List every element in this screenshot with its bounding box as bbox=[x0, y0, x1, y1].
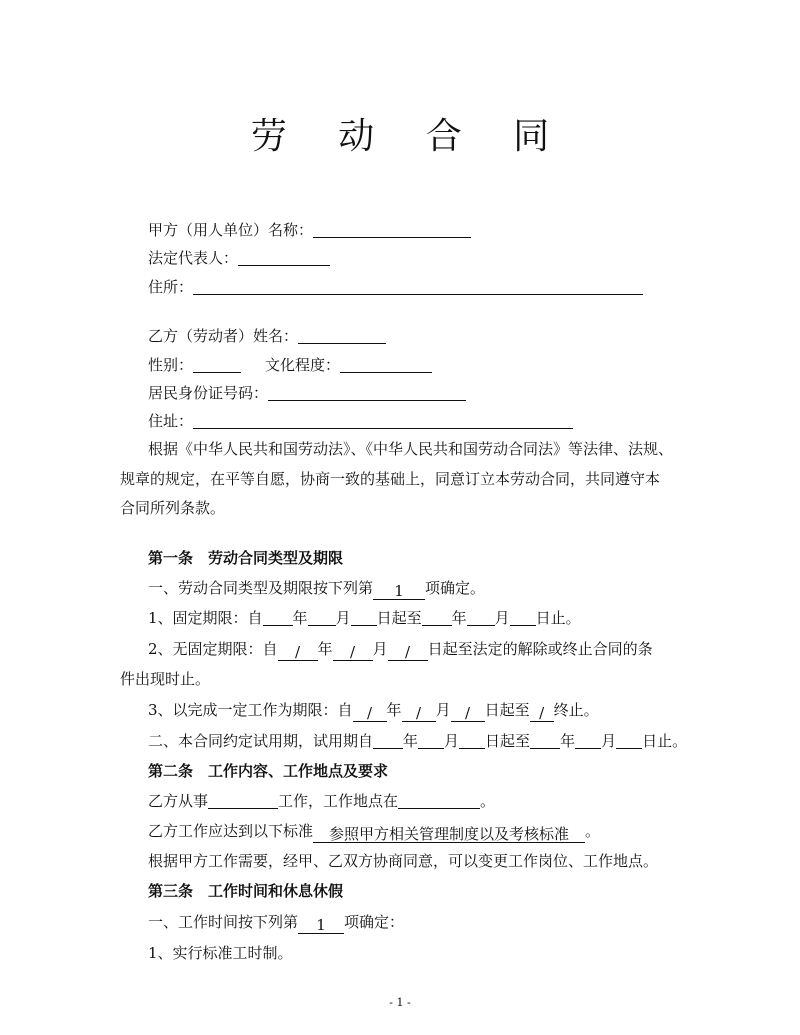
fixed-term-prefix: 1、固定期限：自 bbox=[148, 609, 263, 627]
probation-end-year-field[interactable] bbox=[530, 732, 560, 749]
party-a-rep-label: 法定代表人： bbox=[148, 249, 239, 267]
standard-period: 。 bbox=[585, 822, 601, 840]
task-term-prefix: 3、以完成一定工作为期限：自 bbox=[148, 701, 353, 719]
task-start-year-field[interactable]: / bbox=[353, 705, 387, 722]
open-term-suffix: 日起至法定的解除或终止合同的条 bbox=[427, 640, 653, 658]
standard-prefix: 乙方工作应达到以下标准 bbox=[148, 822, 314, 840]
contract-title: 劳 动 合 同 bbox=[250, 116, 570, 157]
probation-start-day-field[interactable] bbox=[459, 732, 485, 749]
fixed-end-label: 日止。 bbox=[535, 609, 581, 627]
probation-end-month-label: 月 bbox=[601, 732, 617, 750]
fixed-start-year-field[interactable] bbox=[263, 609, 293, 626]
job-title-field[interactable] bbox=[208, 792, 278, 809]
task-month-label: 月 bbox=[435, 701, 451, 719]
party-b-gender-label: 性别： bbox=[148, 356, 194, 374]
open-term-cont: 件出现时止。 bbox=[120, 670, 211, 688]
task-start-month-field[interactable]: / bbox=[402, 705, 436, 722]
party-b-name-label: 乙方（劳动者）姓名： bbox=[148, 327, 299, 345]
fixed-term-row bbox=[148, 608, 581, 628]
article-1-item-1-prefix: 一、劳动合同类型及期限按下列第 bbox=[148, 579, 374, 597]
probation-end-day-field[interactable] bbox=[616, 732, 642, 749]
job-prefix: 乙方从事 bbox=[148, 792, 209, 810]
task-year-label: 年 bbox=[386, 701, 402, 719]
fixed-end-year-label: 年 bbox=[451, 609, 467, 627]
fixed-start-month-label: 月 bbox=[335, 609, 351, 627]
job-row bbox=[148, 791, 495, 811]
fixed-start-month-field[interactable] bbox=[308, 609, 336, 626]
party-a-name-field[interactable] bbox=[313, 221, 471, 238]
party-b-address-field[interactable] bbox=[193, 412, 573, 429]
party-b-id-field[interactable] bbox=[268, 384, 466, 401]
task-end-field[interactable]: / bbox=[530, 705, 554, 722]
party-b-address-label: 住址： bbox=[148, 412, 194, 430]
task-term-suffix: 终止。 bbox=[553, 701, 599, 719]
preamble-line-1: 根据《中华人民共和国劳动法》、《中华人民共和国劳动合同法》等法律、法规、 bbox=[148, 440, 674, 458]
job-mid: 工作，工作地点在 bbox=[278, 792, 399, 810]
party-b-name-row bbox=[148, 326, 386, 346]
fixed-from-label: 日起至 bbox=[376, 609, 422, 627]
work-standard-field[interactable]: 参照甲方相关管理制度以及考核标准 bbox=[313, 826, 585, 843]
task-mid-label: 日起至 bbox=[484, 701, 530, 719]
page-number: - 1 - bbox=[389, 996, 411, 1009]
party-b-name-field[interactable] bbox=[298, 327, 386, 344]
work-location-field[interactable] bbox=[398, 792, 480, 809]
party-b-gender-row bbox=[148, 355, 432, 375]
open-start-day-field[interactable]: / bbox=[388, 644, 428, 661]
probation-start-month-label: 月 bbox=[444, 732, 460, 750]
preamble-line-2: 规章的规定，在平等自愿，协商一致的基础上，同意订立本劳动合同，共同遵守本 bbox=[120, 470, 661, 488]
party-b-education-label: 文化程度： bbox=[265, 356, 341, 374]
probation-end-year-label: 年 bbox=[560, 732, 576, 750]
job-period: 。 bbox=[480, 792, 496, 810]
party-a-address-label: 住所： bbox=[148, 278, 194, 296]
party-a-rep-row bbox=[148, 248, 330, 268]
article-3-item-1-prefix: 一、工作时间按下列第 bbox=[148, 913, 299, 931]
probation-end-label: 日止。 bbox=[642, 732, 688, 750]
probation-start-year-field[interactable] bbox=[373, 732, 403, 749]
probation-start-month-field[interactable] bbox=[418, 732, 444, 749]
probation-end-month-field[interactable] bbox=[575, 732, 601, 749]
article-1-item-1-suffix: 项确定。 bbox=[425, 579, 486, 597]
party-b-address-row bbox=[148, 411, 573, 431]
fixed-end-year-field[interactable] bbox=[422, 609, 452, 626]
article-1-heading: 第一条 劳动合同类型及期限 bbox=[148, 549, 344, 567]
party-b-gender-field[interactable] bbox=[193, 356, 241, 373]
article-2-heading: 第二条 工作内容、工作地点及要求 bbox=[148, 762, 389, 780]
fixed-start-year-label: 年 bbox=[292, 609, 308, 627]
probation-row bbox=[148, 731, 687, 751]
fixed-end-month-field[interactable] bbox=[467, 609, 495, 626]
change-text: 根据甲方工作需要，经甲、乙双方协商同意，可以变更工作岗位、工作地点。 bbox=[148, 852, 659, 870]
standard-row bbox=[148, 821, 600, 843]
party-b-id-label: 居民身份证号码： bbox=[148, 384, 269, 402]
fixed-end-day-field[interactable] bbox=[510, 609, 536, 626]
article-1-item-1 bbox=[148, 578, 485, 600]
task-term-row bbox=[148, 700, 599, 722]
open-term-row bbox=[148, 639, 653, 661]
probation-from-label: 日起至 bbox=[485, 732, 531, 750]
party-a-address-field[interactable] bbox=[193, 278, 643, 295]
party-a-rep-field[interactable] bbox=[238, 249, 330, 266]
open-month-label: 月 bbox=[372, 640, 388, 658]
fixed-start-day-field[interactable] bbox=[351, 609, 377, 626]
open-year-label: 年 bbox=[317, 640, 333, 658]
probation-start-year-label: 年 bbox=[403, 732, 419, 750]
work-time-choice[interactable]: 1 bbox=[298, 917, 344, 934]
party-b-education-field[interactable] bbox=[340, 356, 432, 373]
article-3-item-1-suffix: 项确定： bbox=[344, 913, 405, 931]
article-3-heading: 第三条 工作时间和休息休假 bbox=[148, 882, 344, 900]
probation-prefix: 二、本合同约定试用期，试用期自 bbox=[148, 732, 374, 750]
open-start-year-field[interactable]: / bbox=[278, 644, 318, 661]
party-a-name-label: 甲方（用人单位）名称： bbox=[148, 221, 314, 239]
standard-hours: 1、实行标准工时制。 bbox=[148, 944, 293, 962]
task-start-day-field[interactable]: / bbox=[451, 705, 485, 722]
party-b-id-row bbox=[148, 383, 466, 403]
contract-type-choice[interactable]: 1 bbox=[373, 583, 425, 600]
party-a-address-row bbox=[148, 277, 643, 297]
open-term-prefix: 2、无固定期限：自 bbox=[148, 640, 278, 658]
fixed-end-month-label: 月 bbox=[494, 609, 510, 627]
open-start-month-field[interactable]: / bbox=[333, 644, 373, 661]
party-a-name-row bbox=[148, 220, 471, 240]
preamble-line-3: 合同所列条款。 bbox=[120, 499, 226, 517]
article-3-item-1 bbox=[148, 912, 404, 934]
